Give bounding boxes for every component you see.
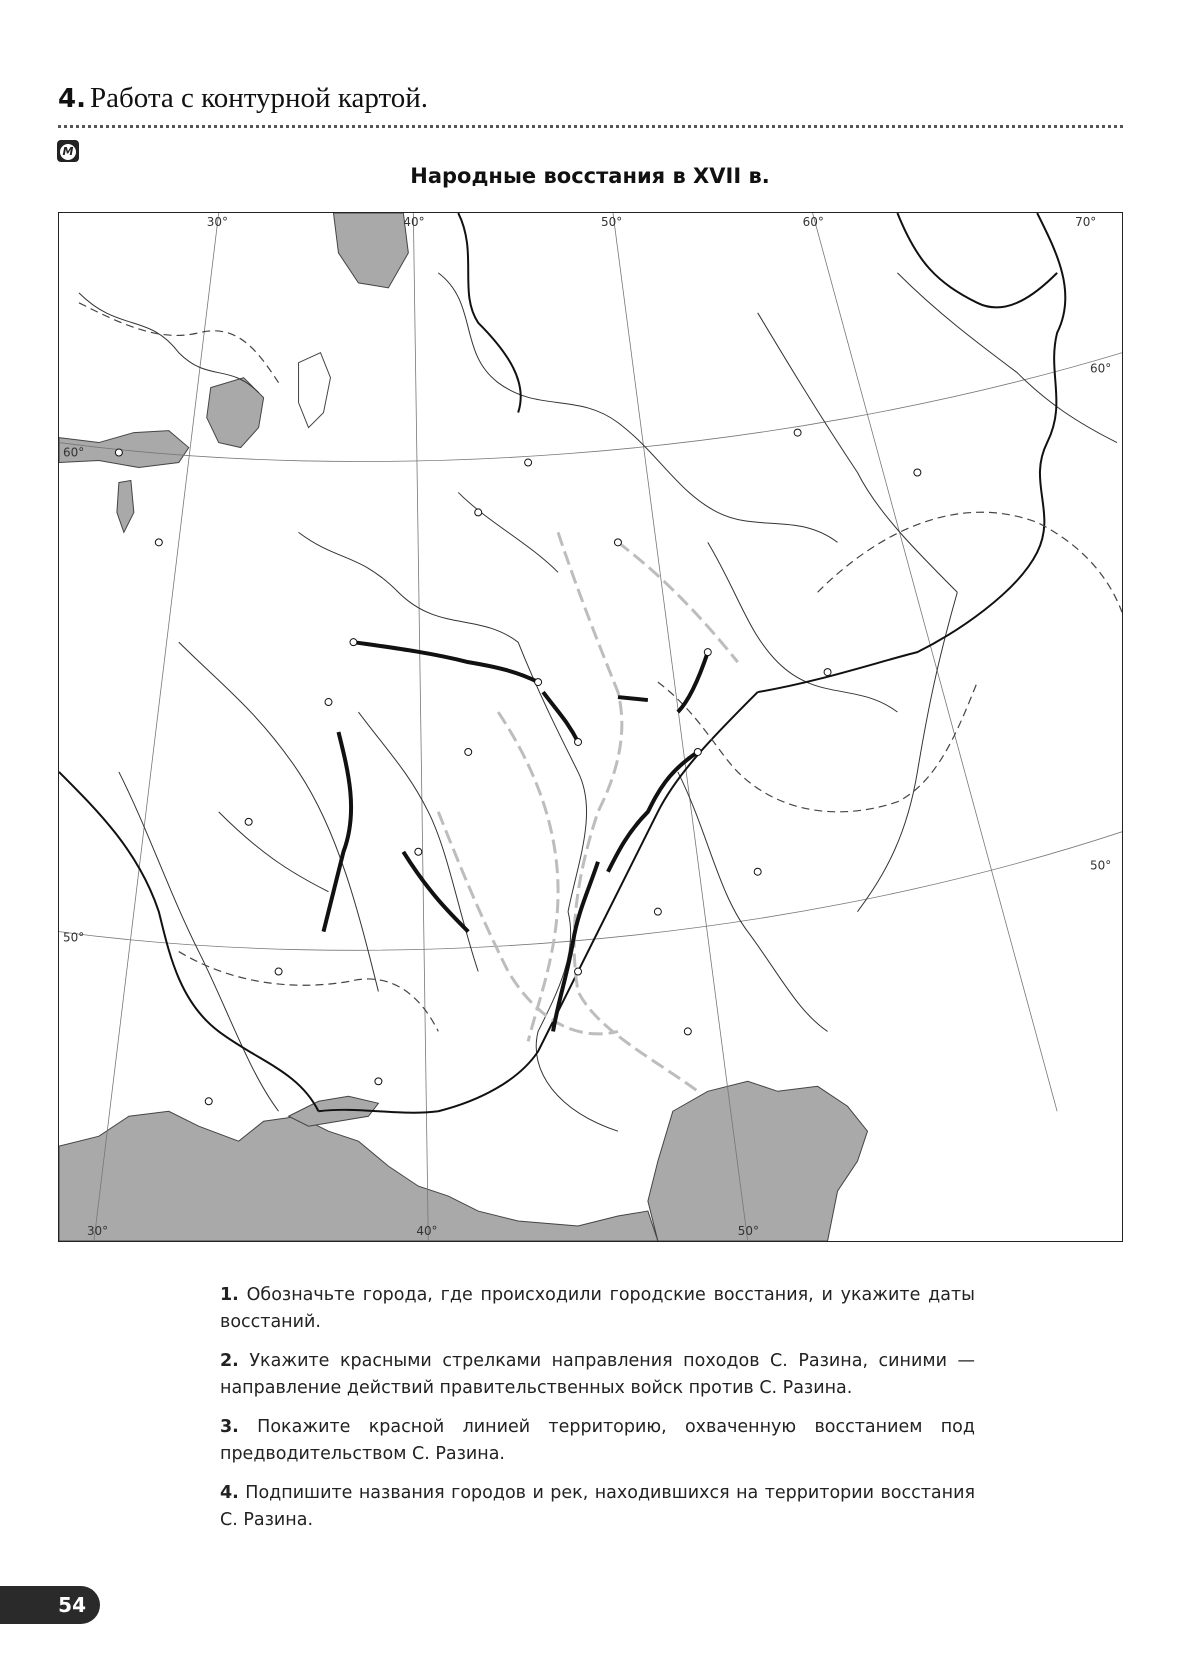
lat-label-60-right: 60° (1090, 361, 1112, 376)
task-number: 4. (220, 1483, 239, 1503)
task-2 (220, 1348, 975, 1402)
sea-black (59, 1111, 658, 1241)
lat-label-50-left: 50° (62, 930, 85, 945)
section-heading (58, 82, 428, 115)
lon-label-top-60: 60° (802, 214, 824, 229)
graticule (59, 213, 1122, 1241)
task-3 (220, 1414, 975, 1468)
task-list (220, 1282, 975, 1546)
task-4 (220, 1480, 975, 1534)
map-title: Народные восстания в XVII в. (410, 164, 770, 188)
task-number: 1. (220, 1285, 239, 1305)
uprising-routes (438, 532, 737, 1091)
meridian-60 (813, 213, 1058, 1111)
task-number: 2. (220, 1351, 239, 1371)
dotted-divider (58, 125, 1123, 128)
lon-label-bottom-30: 30° (86, 1224, 109, 1239)
page-number: 54 (0, 1586, 100, 1624)
task-text: Обозначьте города, где происходили городские восстания, и укажите даты восстаний. (220, 1285, 975, 1332)
lat-label-50-right: 50° (1090, 858, 1112, 873)
contour-map-drawing (59, 213, 1122, 1241)
lon-label-top-50: 50° (600, 214, 623, 229)
map-badge-icon (57, 140, 79, 162)
lake-ladoga (207, 378, 264, 448)
task-text: Покажите красной линией территорию, охваченную восстанием под предводительством С. Разина. (220, 1417, 975, 1464)
city-markers (115, 429, 920, 1105)
parallel-50 (59, 832, 1122, 950)
task-text: Подпишите названия городов и рек, находившихся на территории восстания С. Разина. (220, 1483, 975, 1530)
lat-label-60-left: 60° (62, 445, 85, 460)
lon-label-top-70: 70° (1075, 214, 1097, 229)
meridian-40 (413, 213, 428, 1241)
lon-label-top-30: 30° (206, 214, 228, 229)
movement-arrows (324, 642, 708, 1031)
task-number: 3. (220, 1417, 239, 1437)
map-badge-letter: М (60, 144, 76, 160)
section-number: 4. (58, 84, 86, 114)
sea-white (333, 213, 408, 288)
task-text: Укажите красными стрелками направления походов С. Разина, синими — направление действий правительственных войск против С. Разина. (220, 1351, 975, 1398)
section-title: Работа с контурной картой. (89, 82, 429, 114)
lon-label-bottom-50: 50° (737, 1224, 759, 1239)
sea-areas (59, 213, 867, 1241)
sea-caspian (648, 1081, 868, 1241)
lon-label-top-40: 40° (403, 214, 425, 229)
task-1 (220, 1282, 975, 1336)
meridian-50 (613, 213, 748, 1241)
lon-label-bottom-40: 40° (416, 1224, 438, 1239)
lake-onega (299, 353, 331, 428)
contour-map (58, 212, 1123, 1242)
